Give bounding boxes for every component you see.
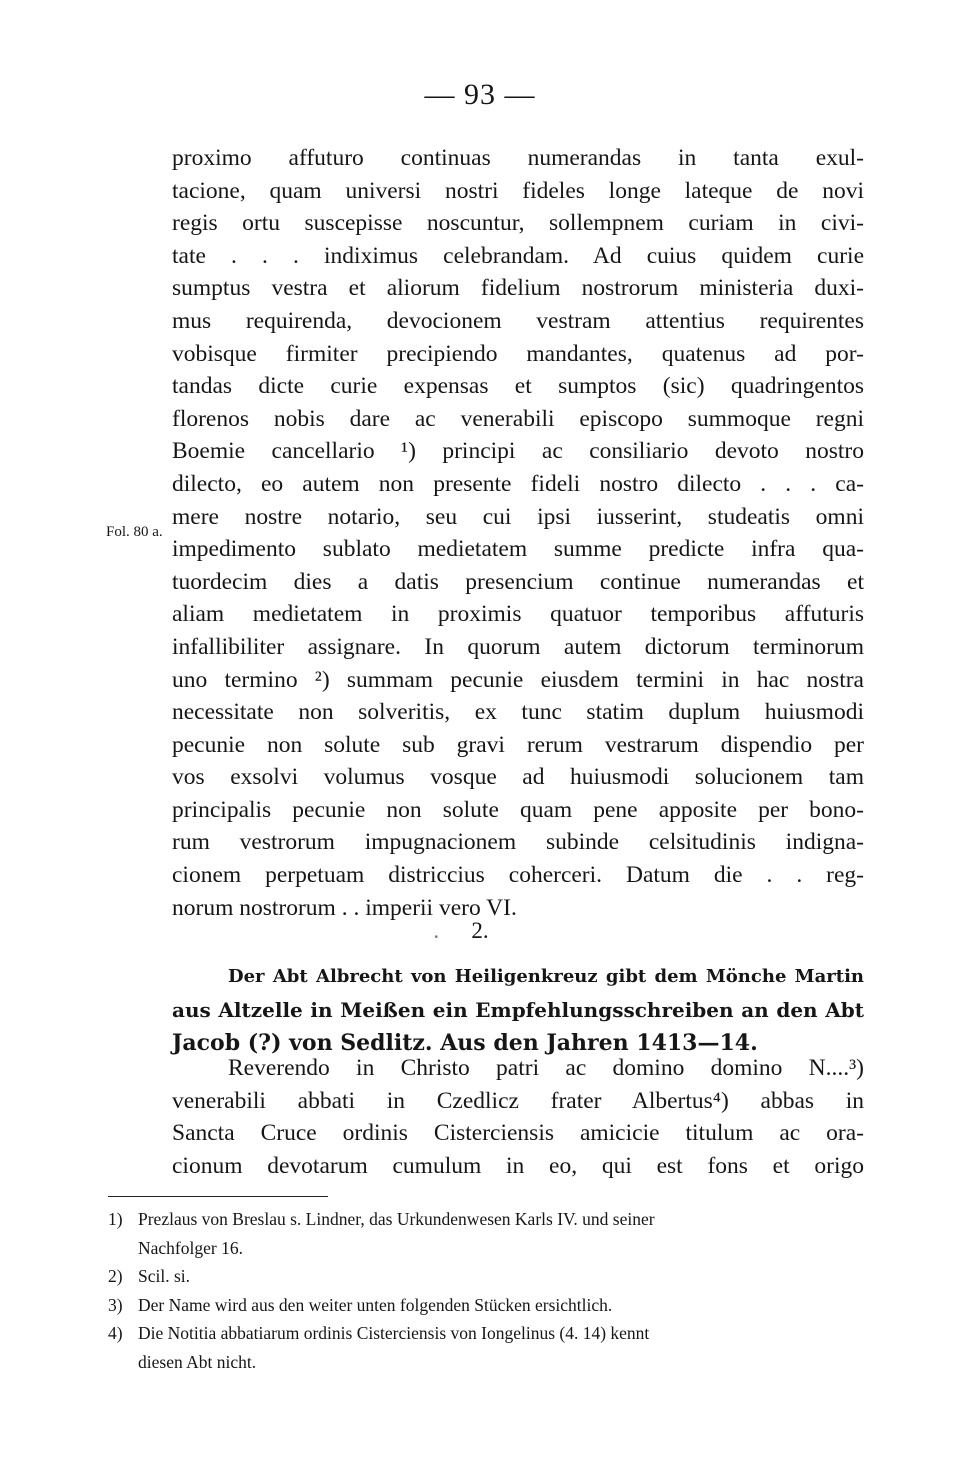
text-line: dilecto, eo autem non presente fideli nostro dilecto . . . ca-	[172, 470, 864, 497]
footnote	[108, 1291, 868, 1320]
footnote-text: Nachfolger 16.	[138, 1237, 243, 1258]
text-line: necessitate non solveritis, ex tunc statim duplum huiusmodi	[172, 699, 864, 726]
text-line: venerabili abbati in Czedlicz frater Albertus⁴) abbas in	[172, 1087, 864, 1114]
section-headline	[172, 960, 864, 1061]
footnote-number: 4)	[108, 1323, 123, 1343]
text-line: cionem perpetuam districcius coherceri. Datum die . . reg-	[172, 862, 864, 889]
text-line: uno termino ²) summam pecunie eiusdem termini in hac nostra	[172, 666, 864, 693]
text-line: norum nostrorum . . imperii vero VI.	[172, 894, 517, 921]
text-line: tacione, quam universi nostri fideles longe lateque de novi	[172, 177, 864, 204]
text-line: tate . . . indiximus celebrandam. Ad cuius quidem curie	[172, 242, 864, 269]
text-line: Jacob (?) von Sedlitz. Aus den Jahren 1413—14.	[172, 1030, 758, 1056]
footnote-number: 2)	[108, 1266, 123, 1286]
letter-body-2	[172, 1052, 864, 1182]
footnote-text: Prezlaus von Breslau s. Lindner, das Urkundenwesen Karls IV. und seiner	[138, 1209, 655, 1229]
text-line: mus requirenda, devocionem vestram attentius requirentes	[172, 307, 864, 334]
text-line: aus Altzelle in Meißen ein Empfehlungsschreiben an den Abt	[172, 997, 864, 1022]
section-number: . 2.	[0, 918, 960, 944]
margin-folio-note: Fol. 80 a.	[106, 524, 163, 540]
text-line: vobisque firmiter precipiendo mandantes, quatenus ad por-	[172, 340, 864, 367]
text-line: sumptus vestra et aliorum fidelium nostrorum ministeria duxi-	[172, 275, 864, 302]
footnote	[108, 1319, 868, 1376]
text-line: Der Abt Albrecht von Heiligenkreuz gibt dem Mönche Martin	[228, 966, 864, 987]
text-line: proximo affuturo continuas numerandas in tanta exul-	[172, 145, 864, 171]
text-line: vos exsolvi volumus vosque ad huiusmodi solucionem tam	[172, 764, 864, 791]
text-line: rum vestrorum impugnacionem subinde celsitudinis indigna-	[172, 829, 864, 856]
text-line: Sancta Cruce ordinis Cisterciensis amicicie titulum ac ora-	[172, 1120, 864, 1147]
text-line: aliam medietatem in proximis quatuor temporibus affuturis	[172, 601, 864, 628]
footnote	[108, 1205, 868, 1262]
text-line: cionum devotarum cumulum in eo, qui est fons et origo	[172, 1152, 864, 1179]
text-line: pecunie non solute sub gravi rerum vestrarum dispendio per	[172, 731, 864, 758]
letter-body-1	[172, 142, 864, 924]
text-line: infallibiliter assignare. In quorum autem dictorum terminorum	[172, 633, 864, 660]
footnote-text: Der Name wird aus den weiter unten folgenden Stücken ersichtlich.	[138, 1294, 613, 1315]
footnotes	[108, 1205, 868, 1376]
footnote-text: diesen Abt nicht.	[138, 1351, 257, 1372]
footnote-number: 3)	[108, 1294, 123, 1315]
footnote	[108, 1262, 868, 1291]
text-line: florenos nobis dare ac venerabili episcopo summoque regni	[172, 405, 864, 432]
text-line: mere nostre notario, seu cui ipsi iusserint, studeatis omni	[172, 503, 864, 530]
text-line: regis ortu suscepisse noscuntur, sollempnem curiam in civi-	[172, 210, 864, 237]
footnote-text: Die Notitia abbatiarum ordinis Cisterciensis von Iongelinus (4. 14) kennt	[138, 1323, 650, 1343]
text-line: principalis pecunie non solute quam pene apposite per bono-	[172, 796, 864, 823]
page-number: — 93 —	[424, 78, 536, 111]
footnote-number: 1)	[108, 1209, 123, 1229]
text-line: tandas dicte curie expensas et sumptos (sic) quadringentos	[172, 373, 864, 400]
text-line: Reverendo in Christo patri ac domino domino N....³)	[228, 1055, 864, 1081]
text-line: tuordecim dies a datis presencium continue numerandas et	[172, 568, 864, 595]
footnote-divider	[108, 1196, 328, 1197]
text-line: impedimento sublato medietatem summe predicte infra qua-	[172, 536, 864, 563]
footnote-text: Scil. si.	[138, 1266, 191, 1286]
text-line: Boemie cancellario ¹) principi ac consiliario devoto nostro	[172, 438, 864, 465]
